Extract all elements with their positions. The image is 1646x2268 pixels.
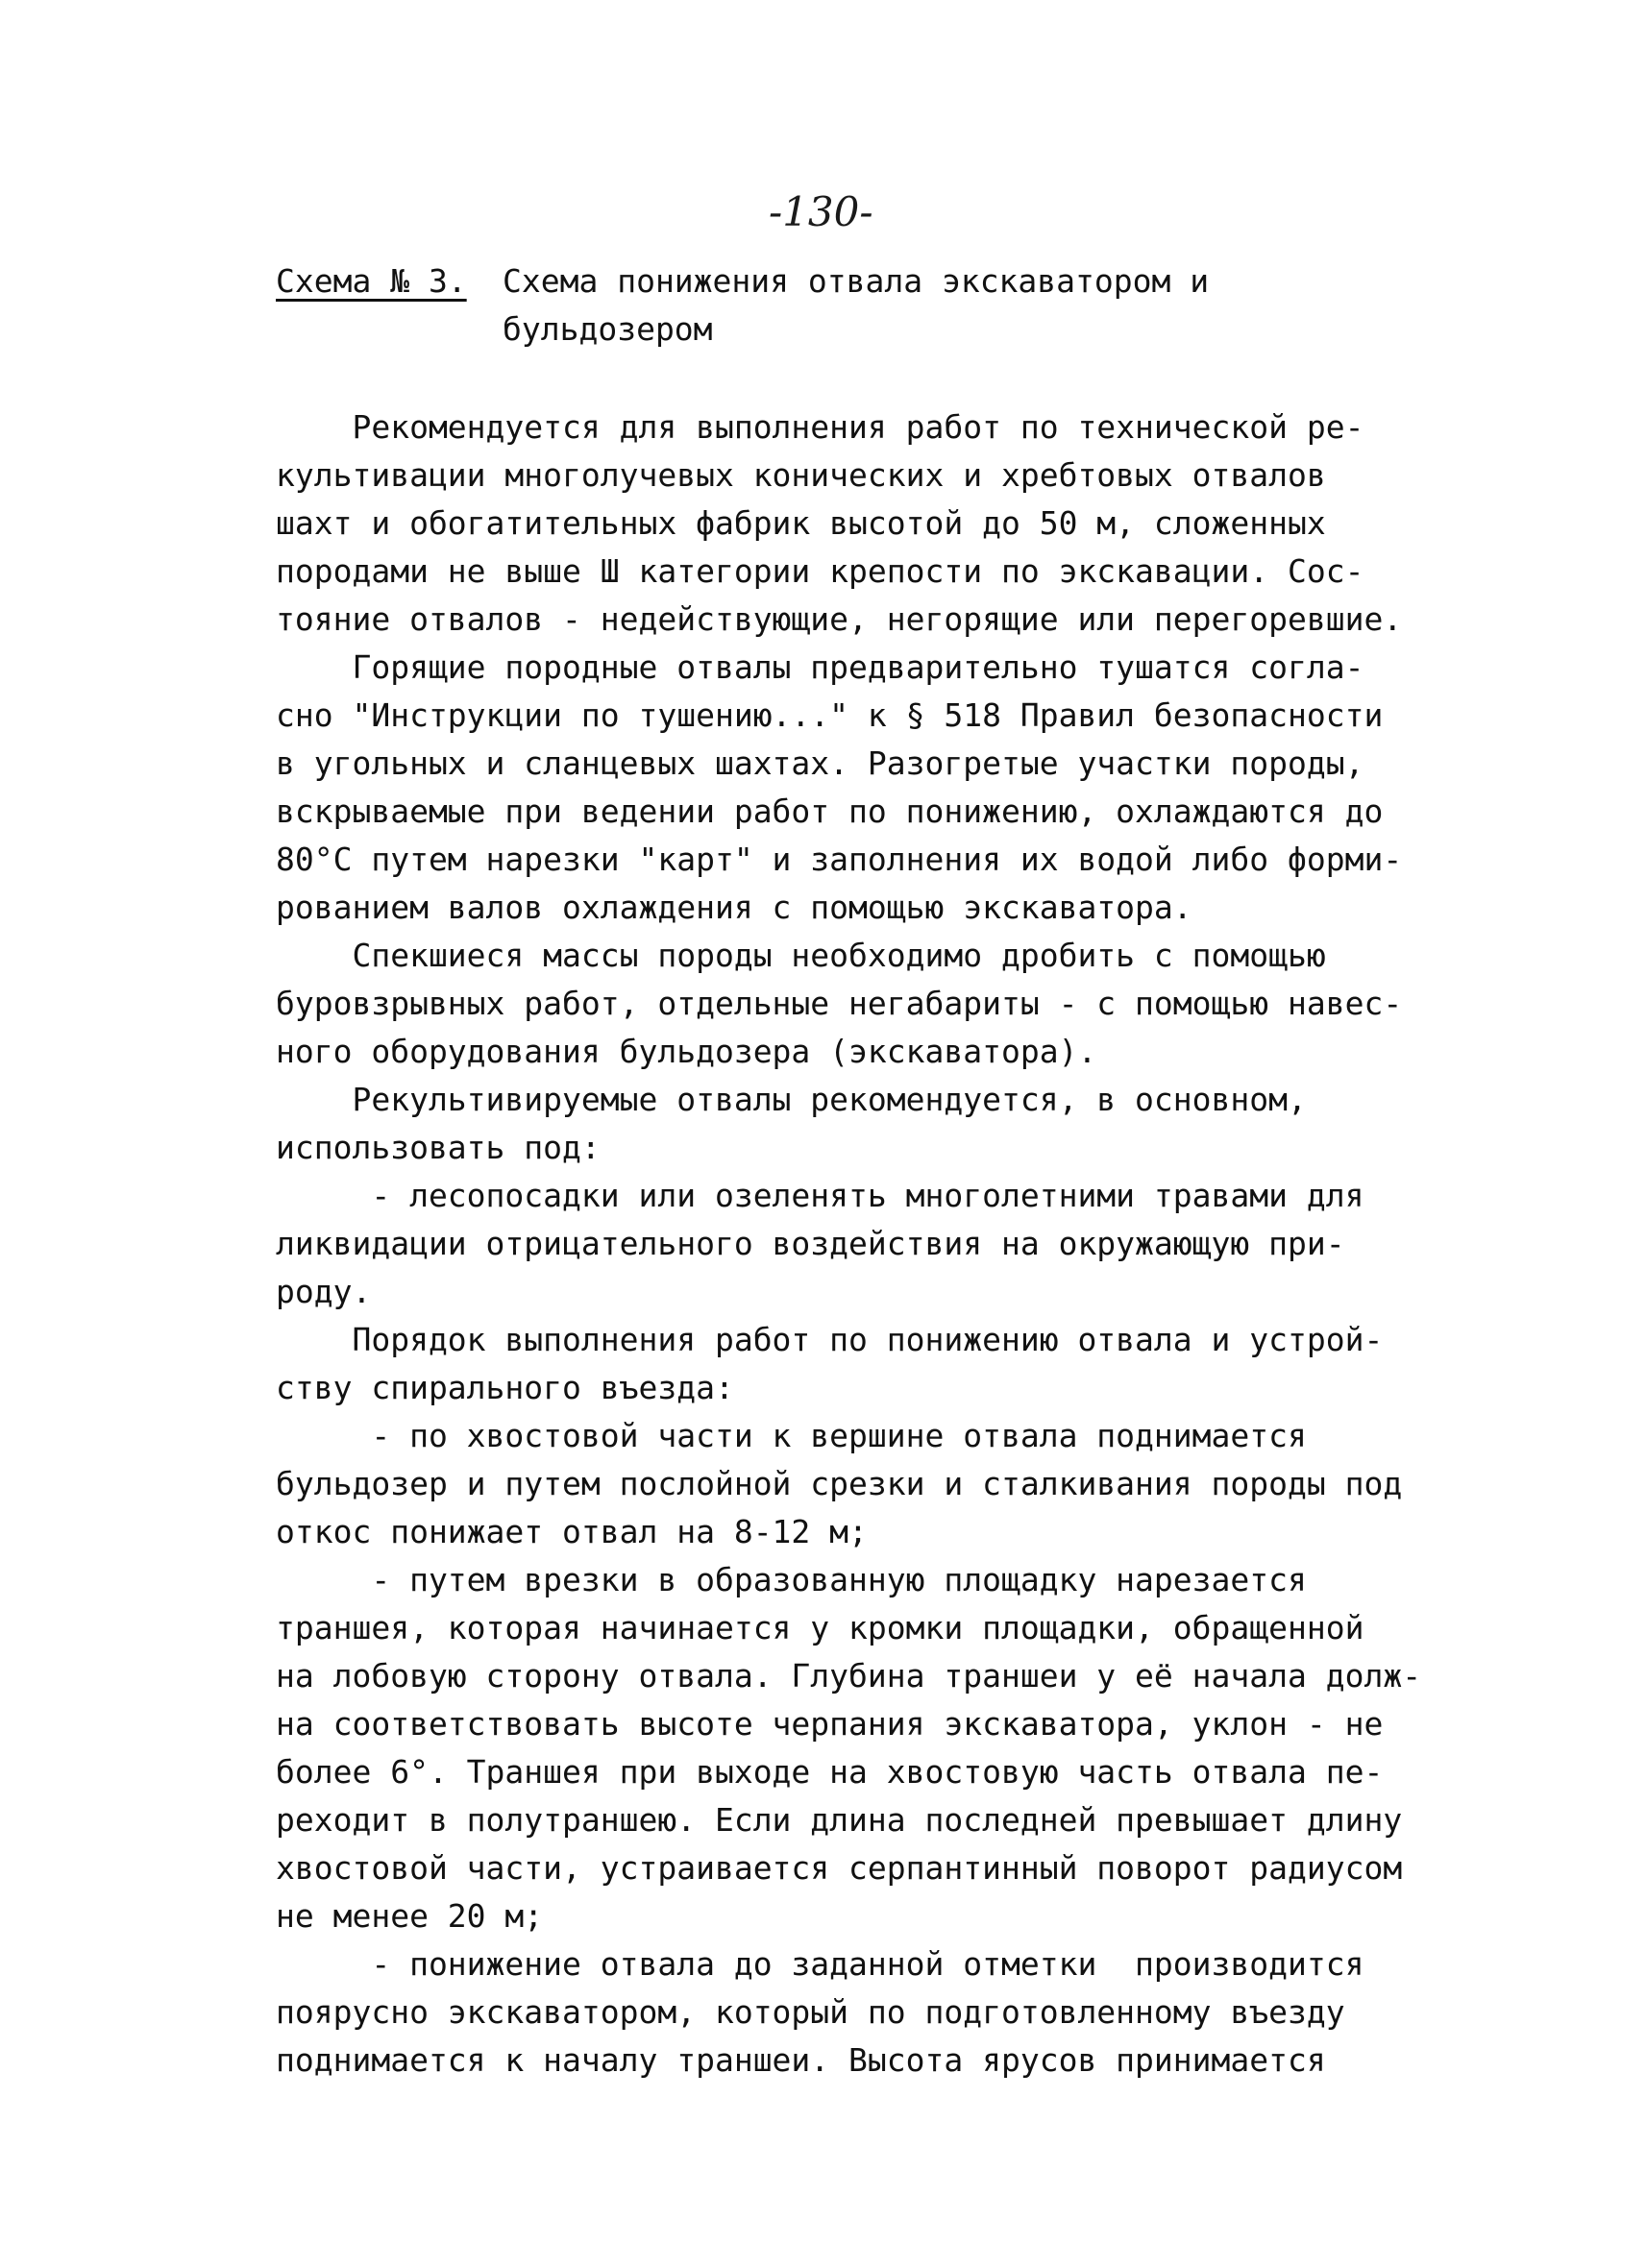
text-line: буровзрывных работ, отдельные негабариты - с помощью навес- bbox=[276, 985, 1403, 1022]
text-line: хвостовой части, устраивается серпантинный поворот радиусом bbox=[276, 1849, 1403, 1887]
text-line: откос понижает отвал на 8-12 м; bbox=[276, 1513, 868, 1550]
text-line: вскрываемые при ведении работ по понижению, охлаждаются до bbox=[276, 793, 1384, 830]
text-line: рованием валов охлаждения с помощью экскаватора. bbox=[276, 889, 1192, 926]
text-line: более 6°. Траншея при выходе на хвостовую часть отвала пе- bbox=[276, 1753, 1384, 1791]
text-line: сно "Инструкции по тушению..." к § 518 Правил безопасности bbox=[276, 696, 1384, 734]
text-line: - путем врезки в образованную площадку нарезается bbox=[276, 1561, 1307, 1598]
text-line: не менее 20 м; bbox=[276, 1897, 544, 1935]
text-line: бульдозер и путем послойной срезки и сталкивания породы под bbox=[276, 1465, 1403, 1502]
text-line: ного оборудования бульдозера (экскаватора). bbox=[276, 1033, 1097, 1070]
text-line: Рекомендуется для выполнения работ по технической ре- bbox=[276, 408, 1364, 446]
text-line: роду. bbox=[276, 1273, 372, 1310]
text-line: использовать под: bbox=[276, 1129, 601, 1166]
text-line: породами не выше Ш категории крепости по экскавации. Сос- bbox=[276, 552, 1364, 590]
text-line: Рекультивируемые отвалы рекомендуется, в основном, bbox=[276, 1081, 1307, 1118]
text-line: - по хвостовой части к вершине отвала поднимается bbox=[276, 1417, 1307, 1454]
text-line: - лесопосадки или озеленять многолетними травами для bbox=[276, 1177, 1364, 1214]
text-line: культивации многолучевых конических и хребтовых отвалов bbox=[276, 456, 1326, 494]
text-line: ликвидации отрицательного воздействия на окружающую при- bbox=[276, 1225, 1345, 1262]
text-line: на соответствовать высоте черпания экскаватора, уклон - не bbox=[276, 1705, 1384, 1743]
text-line: в угольных и сланцевых шахтах. Разогретые участки породы, bbox=[276, 744, 1364, 782]
scheme-title-line: бульдозером bbox=[503, 310, 713, 348]
text-line: поднимается к началу траншеи. Высота ярусов принимается bbox=[276, 2041, 1326, 2079]
scheme-title bbox=[503, 257, 1367, 354]
scheme-header bbox=[276, 257, 1210, 348]
text-line: Порядок выполнения работ по понижению отвала и устрой- bbox=[276, 1321, 1384, 1358]
scheme-label: Схема № 3. bbox=[276, 262, 467, 300]
text-line: Спекшиеся массы породы необходимо дробить с помощью bbox=[276, 937, 1326, 974]
text-line: ству спирального въезда: bbox=[276, 1369, 734, 1406]
text-line: - понижение отвала до заданной отметки производится bbox=[276, 1945, 1364, 1983]
body-text bbox=[276, 403, 1422, 2085]
text-line: шахт и обогатительных фабрик высотой до 50 м, сложенных bbox=[276, 504, 1326, 542]
scheme-title-line: Схема понижения отвала экскаватором и bbox=[503, 262, 1210, 300]
text-line: траншея, которая начинается у кромки площадки, обращенной bbox=[276, 1609, 1364, 1646]
text-line: 80°С путем нарезки "карт" и заполнения их водой либо форми- bbox=[276, 841, 1403, 878]
page-number: -130- bbox=[769, 188, 873, 235]
text-line: реходит в полутраншею. Если длина последней превышает длину bbox=[276, 1801, 1403, 1839]
text-line: Горящие породные отвалы предварительно тушатся согла- bbox=[276, 648, 1364, 686]
text-line: на лобовую сторону отвала. Глубина траншеи у её начала долж- bbox=[276, 1657, 1422, 1695]
text-line: поярусно экскаватором, который по подготовленному въезду bbox=[276, 1993, 1345, 2031]
text-line: тояние отвалов - недействующие, негорящие или перегоревшие. bbox=[276, 600, 1403, 638]
